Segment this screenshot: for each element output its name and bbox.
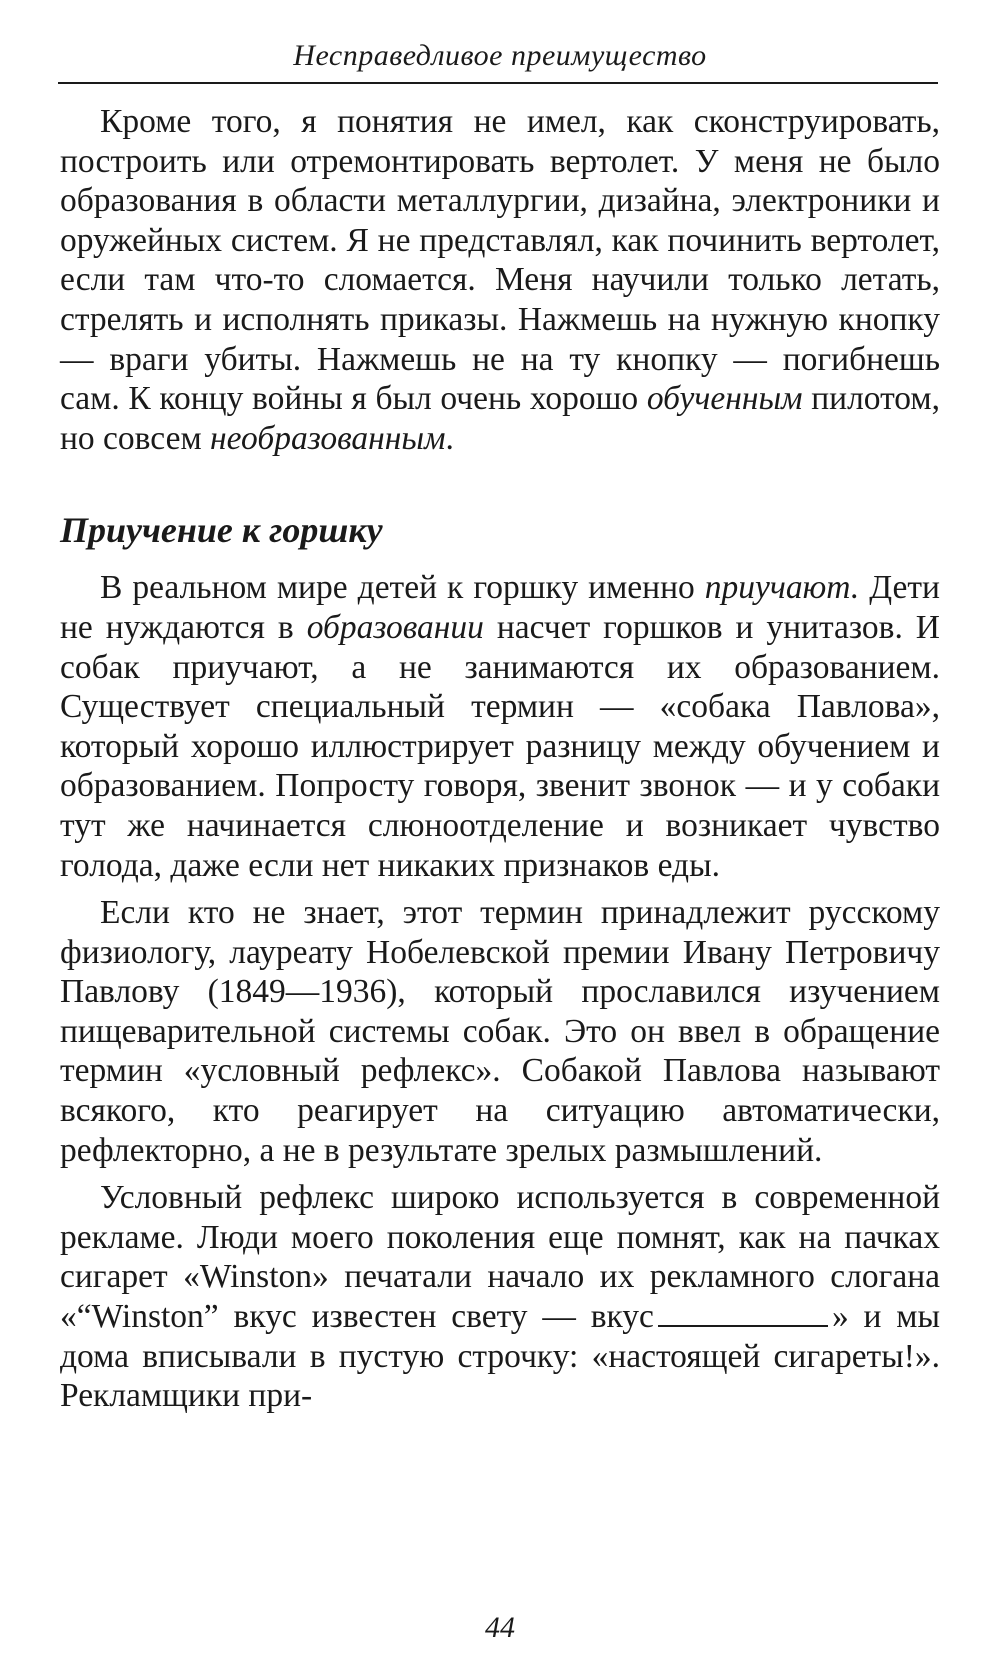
paragraph-4-text-a: Условный рефлекс широко используется в современной рекламе. Люди моего поколения еще помнят, как на пачках сигарет «Winston» печатали начало их рекламного слогана «“Winston” вкус известен свету — вкус bbox=[60, 1179, 940, 1336]
blank-fill-line bbox=[658, 1301, 828, 1327]
paragraph-1-text-c: . bbox=[445, 419, 454, 457]
emphasis-uneducated: необразованным bbox=[210, 419, 446, 457]
paragraph-4 bbox=[60, 1178, 940, 1416]
paragraph-2-text-b: Дети не нуждаются в bbox=[60, 569, 940, 646]
paragraph-2-text-c: насчет горшков и унитазов. И собак приучают, а не занимаются их образованием. Существует специальный термин — «собака Павлова», который хорошо иллюстрирует разницу между обучением и образованием. Попросту говоря, звенит звонок — и у собаки тут же начинается слюноотделение и возникает чувство голода, даже если нет никаких признаков еды. bbox=[60, 608, 940, 884]
emphasis-accustom: приучают. bbox=[704, 569, 860, 607]
emphasis-education: образовании bbox=[306, 608, 484, 646]
paragraph-gap bbox=[60, 885, 940, 893]
paragraph-1-text-b: пилотом, но совсем bbox=[60, 380, 940, 457]
running-title: Несправедливое преимущество bbox=[293, 39, 707, 72]
paragraph-2-text-a: В реальном мире детей к горшку именно bbox=[100, 569, 705, 607]
paragraph-3: Если кто не знает, этот термин принадлежит русскому физиологу, лауреату Нобелевской премии Ивану Петровичу Павлову (1849—1936), который прославился изучением пищеварительной системы собак. Это он ввел в обращение термин «условный рефлекс». Собакой Павлова называют всякого, кто реагирует на ситуацию автоматически, рефлекторно, а не в результате зрелых размышлений. bbox=[60, 894, 940, 1169]
page-number: 44 bbox=[485, 1611, 515, 1644]
paragraph-gap bbox=[60, 1170, 940, 1178]
emphasis-trained: обученным bbox=[646, 380, 803, 418]
paragraph-1 bbox=[60, 102, 940, 458]
book-page bbox=[60, 0, 940, 1662]
header-rule bbox=[58, 82, 938, 84]
paragraph-2 bbox=[60, 568, 940, 885]
section-heading: Приучение к горшку bbox=[60, 510, 383, 551]
paragraph-1-text-a: Кроме того, я понятия не имел, как сконструировать, построить или отремонтировать вертолет. У меня не было образования в области металлургии, дизайна, электроники и оружейных систем. Я не представлял, как починить вертолет, если там что-то сломается. Меня научили только летать, стрелять и исполнять приказы. Нажмешь на нужную кнопку — враги убиты. Нажмешь не на ту кнопку — погибнешь сам. К концу войны я был очень хорошо bbox=[60, 103, 940, 418]
page-body bbox=[60, 102, 940, 1416]
paragraph-4-text-b: » и мы дома вписывали в пустую строчку: «настоящей сигареты!». Рекламщики при- bbox=[60, 1298, 940, 1415]
